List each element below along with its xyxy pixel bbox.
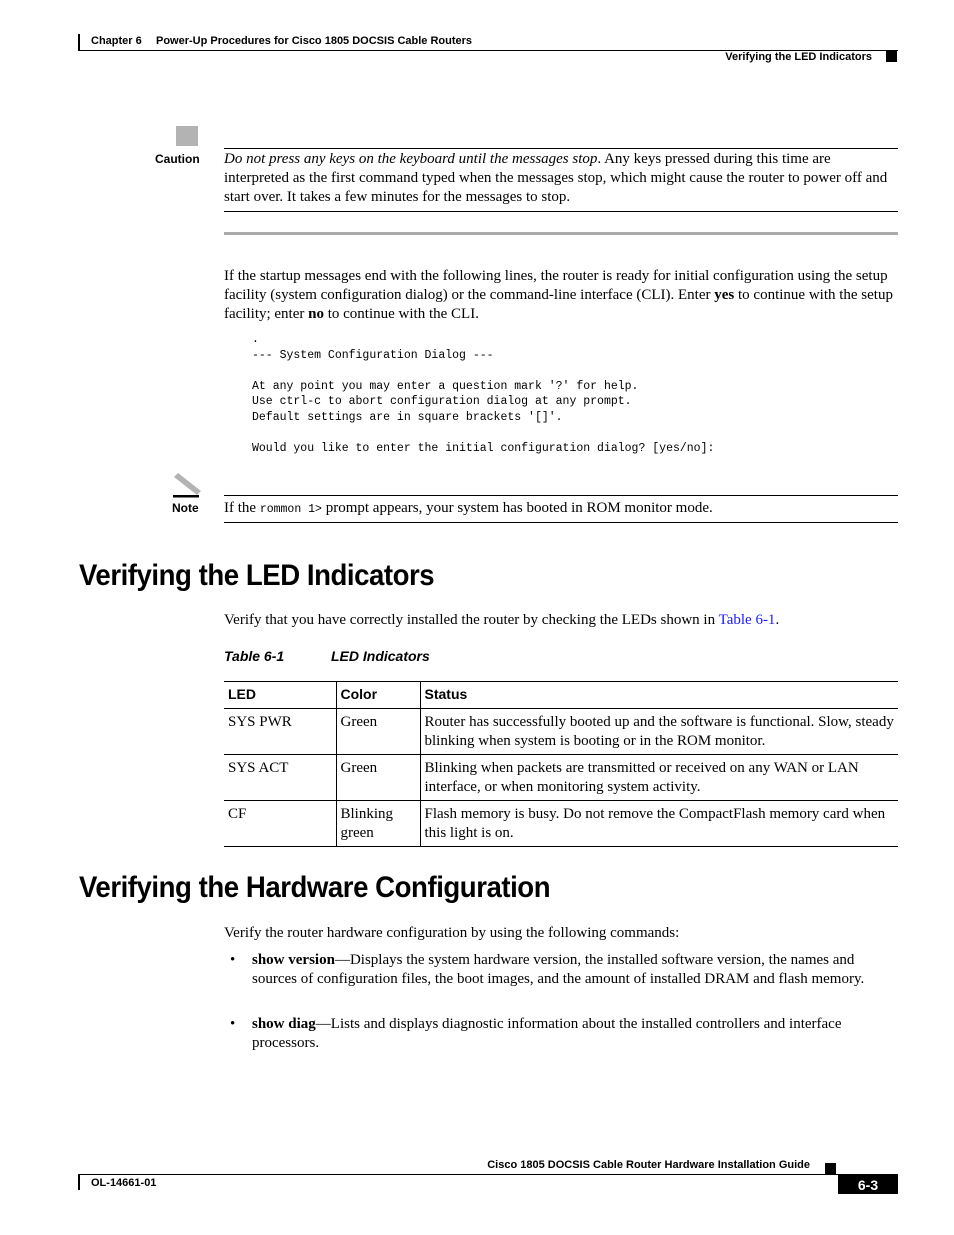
cell-color: Blinking green: [336, 801, 420, 847]
bullet-text: —Lists and displays diagnostic information about the installed controllers and interface processors.: [252, 1016, 842, 1051]
footer-left-bar: [78, 1174, 80, 1190]
section1-paragraph: [224, 611, 898, 630]
cell-status: Router has successfully booted up and the software is functional. Slow, steady blinking when system is booting or in the ROM monitor.: [424, 714, 894, 749]
header-left-bar: [78, 34, 80, 51]
table-row: [224, 755, 898, 801]
bullet-show-version: [252, 951, 898, 989]
table-caption-title: LED Indicators: [331, 648, 430, 664]
note-text-before: If the: [224, 500, 260, 516]
cell-color: Green: [336, 755, 420, 801]
cell-color: Green: [336, 709, 420, 755]
intro-paragraph: [224, 267, 898, 324]
bullet-marker: •: [230, 1016, 236, 1032]
header-status: Status: [424, 686, 468, 702]
intro-text-1: If the startup messages end with the following lines, the router is ready for initial configuration using the setup facility (system configuration dialog) or the command-line interface (CLI). Enter: [224, 268, 888, 303]
cell-status: Blinking when packets are transmitted or received on any WAN or LAN interface, or when monitoring system activity.: [424, 760, 859, 795]
note-pencil-icon: [171, 473, 201, 499]
note-text-after: prompt appears, your system has booted in ROM monitor mode.: [321, 500, 713, 516]
section-title-hardware: Verifying the Hardware Configuration: [79, 871, 551, 904]
header-led: LED: [224, 682, 336, 709]
table-caption: [224, 648, 430, 664]
header-marker: [886, 51, 897, 62]
caution-rest: . Any keys pressed during this time are interpreted as the first command typed when the messages stop, which might cause the router to power off and start over. It takes a few minutes for the messages to stop.: [224, 151, 888, 205]
command-show-version: show version: [252, 952, 335, 968]
cell-led: SYS ACT: [224, 755, 336, 801]
cell-led: CF: [224, 801, 336, 847]
code-block: . --- System Configuration Dialog --- At any point you may enter a question mark '?' for help. Use ctrl-c to abort configuration dialog at any prompt. Default settings are in square brackets '[]'. Would you like to enter the initial configuration dialog? [yes/no]:: [252, 333, 715, 455]
intro-no: no: [308, 306, 324, 322]
footer-guide-title: Cisco 1805 DOCSIS Cable Router Hardware Installation Guide: [487, 1159, 810, 1171]
header-color: Color: [336, 682, 420, 709]
table-caption-number: Table 6-1: [224, 648, 285, 664]
table-row: [224, 709, 898, 755]
section1-end: .: [775, 612, 780, 628]
section-title-led: Verifying the LED Indicators: [79, 559, 435, 592]
led-table: [224, 681, 898, 847]
footer-marker: [825, 1163, 836, 1174]
caution-text: [224, 150, 898, 207]
table-6-1-link[interactable]: Table 6-1: [718, 612, 776, 628]
footer-doc-number: OL-14661-01: [91, 1177, 157, 1189]
bullet-show-diag: [252, 1015, 898, 1053]
section2-intro: Verify the router hardware configuration by using the following commands:: [224, 925, 680, 941]
note-text: [224, 499, 898, 518]
bullet-text: —Displays the system hardware version, the installed software version, the names and sources of configuration files, the boot images, and the amount of installed DRAM and flash memory.: [252, 952, 865, 987]
command-show-diag: show diag: [252, 1016, 316, 1032]
caution-italic: Do not press any keys on the keyboard until the messages stop: [224, 151, 598, 167]
cell-status: Flash memory is busy. Do not remove the CompactFlash memory card when this light is on.: [424, 806, 886, 841]
footer-page-number: 6-3: [857, 1177, 879, 1193]
note-bottom-rule: [224, 522, 898, 523]
intro-text-2: to continue with the setup facility; enter: [224, 287, 893, 322]
header-chapter: Chapter 6: [91, 35, 142, 47]
note-top-rule: [224, 495, 898, 496]
intro-yes: yes: [714, 287, 735, 303]
caution-top-rule: [224, 148, 898, 149]
note-code: rommon 1>: [259, 503, 322, 516]
header-section: Verifying the LED Indicators: [725, 51, 872, 63]
caution-icon: [176, 126, 198, 146]
header-chapter-title: Power-Up Procedures for Cisco 1805 DOCSIS Cable Routers: [156, 35, 473, 47]
table-header-row: [224, 682, 898, 709]
note-label: Note: [172, 501, 199, 515]
intro-text-3: to continue with the CLI.: [323, 306, 479, 322]
caution-separator: [224, 232, 898, 235]
table-row: [224, 801, 898, 847]
section1-text: Verify that you have correctly installed the router by checking the LEDs shown in: [224, 612, 719, 628]
caution-bottom-rule: [224, 211, 898, 212]
caution-label: Caution: [155, 152, 200, 166]
footer-rule: [78, 1174, 898, 1175]
bullet-marker: •: [230, 952, 236, 968]
cell-led: SYS PWR: [224, 709, 336, 755]
